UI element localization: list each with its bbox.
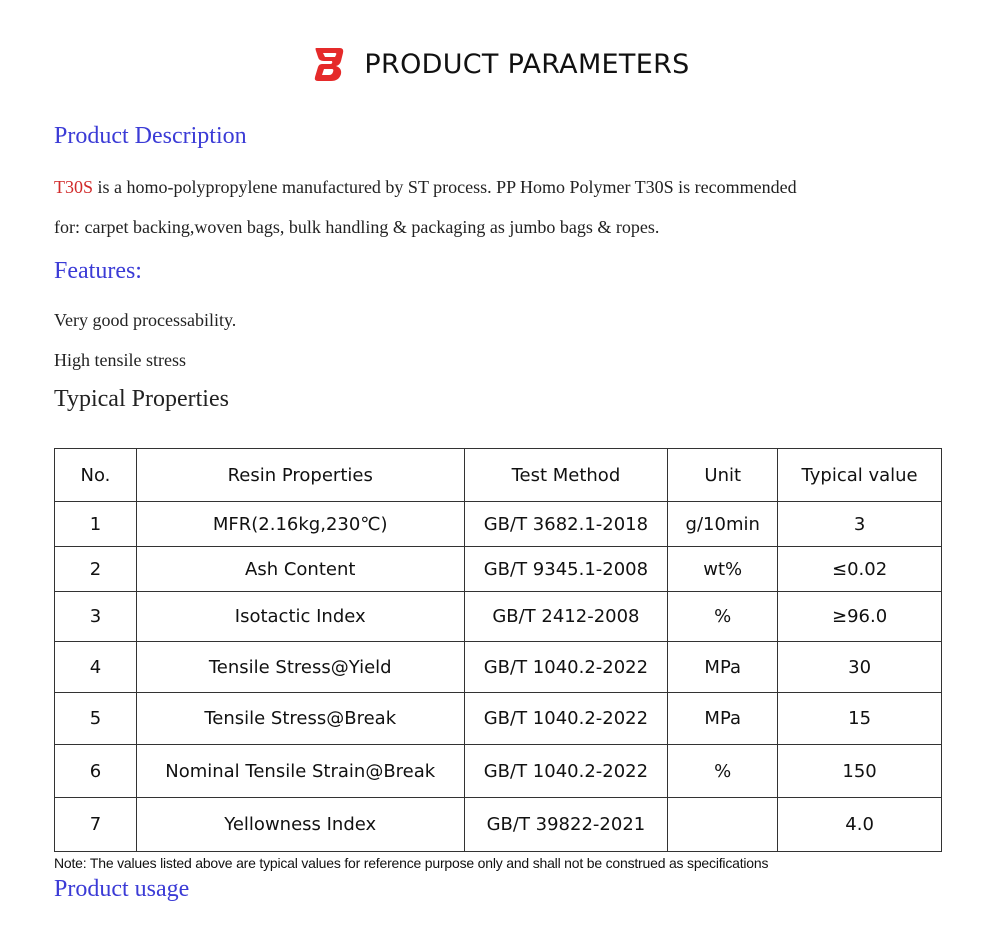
feature-item: Very good processability. <box>54 310 237 330</box>
column-header-unit: Unit <box>668 449 778 502</box>
features-heading: Features: <box>54 258 142 284</box>
test-method: GB/T 9345.1-2008 <box>464 547 668 592</box>
test-method: GB/T 2412-2008 <box>464 592 668 642</box>
table-row <box>55 642 942 693</box>
test-method: GB/T 1040.2-2022 <box>464 745 668 798</box>
typical-value: 4.0 <box>778 798 942 852</box>
test-method: GB/T 39822-2021 <box>464 798 668 852</box>
property-name: Yellowness Index <box>136 798 464 852</box>
product-description-heading: Product Description <box>54 123 247 149</box>
typical-value: 30 <box>778 642 942 693</box>
test-method: GB/T 1040.2-2022 <box>464 693 668 745</box>
property-name: Tensile Stress@Break <box>136 693 464 745</box>
unit: g/10min <box>668 502 778 547</box>
row-number: 6 <box>55 745 137 798</box>
column-header-resin-properties: Resin Properties <box>136 449 464 502</box>
typical-properties-heading: Typical Properties <box>54 386 229 412</box>
typical-value: ≤0.02 <box>778 547 942 592</box>
cut-off-heading-text: Product usage <box>54 876 190 902</box>
row-number: 7 <box>55 798 137 852</box>
typical-value: ≥96.0 <box>778 592 942 642</box>
unit: % <box>668 592 778 642</box>
description-line-1 <box>54 167 797 207</box>
row-number: 3 <box>55 592 137 642</box>
cut-off-heading <box>54 874 204 902</box>
property-name: Isotactic Index <box>136 592 464 642</box>
product-grade: T30S <box>54 177 94 197</box>
table-row <box>55 745 942 798</box>
row-number: 5 <box>55 693 137 745</box>
property-name: Ash Content <box>136 547 464 592</box>
column-header-no: No. <box>55 449 137 502</box>
typical-value: 15 <box>778 693 942 745</box>
description-line-2: for: carpet backing,woven bags, bulk handling & packaging as jumbo bags & ropes. <box>54 217 660 237</box>
description-line-1-text: is a homo-polypropylene manufactured by ST process. PP Homo Polymer T30S is recommended <box>93 177 797 197</box>
properties-table <box>54 448 942 852</box>
page-title: PRODUCT PARAMETERS <box>364 48 690 80</box>
table-row <box>55 592 942 642</box>
unit: MPa <box>668 642 778 693</box>
table-row <box>55 693 942 745</box>
row-number: 2 <box>55 547 137 592</box>
property-name: Tensile Stress@Yield <box>136 642 464 693</box>
table-row <box>55 798 942 852</box>
table-row <box>55 502 942 547</box>
typical-value: 3 <box>778 502 942 547</box>
row-number: 4 <box>55 642 137 693</box>
brand-logo-icon <box>310 45 346 83</box>
disclaimer-note: Note: The values listed above are typical values for reference purpose only and shall not be construed as specifications <box>54 855 769 871</box>
unit: wt% <box>668 547 778 592</box>
row-number: 1 <box>55 502 137 547</box>
property-name: Nominal Tensile Strain@Break <box>136 745 464 798</box>
typical-value: 150 <box>778 745 942 798</box>
column-header-typical-value: Typical value <box>778 449 942 502</box>
table-row <box>55 547 942 592</box>
property-name: MFR(2.16kg,230℃) <box>136 502 464 547</box>
feature-item: High tensile stress <box>54 350 186 370</box>
unit: MPa <box>668 693 778 745</box>
page-header <box>0 44 1000 84</box>
test-method: GB/T 1040.2-2022 <box>464 642 668 693</box>
table-header-row <box>55 449 942 502</box>
test-method: GB/T 3682.1-2018 <box>464 502 668 547</box>
column-header-test-method: Test Method <box>464 449 668 502</box>
unit <box>668 798 778 852</box>
unit: % <box>668 745 778 798</box>
